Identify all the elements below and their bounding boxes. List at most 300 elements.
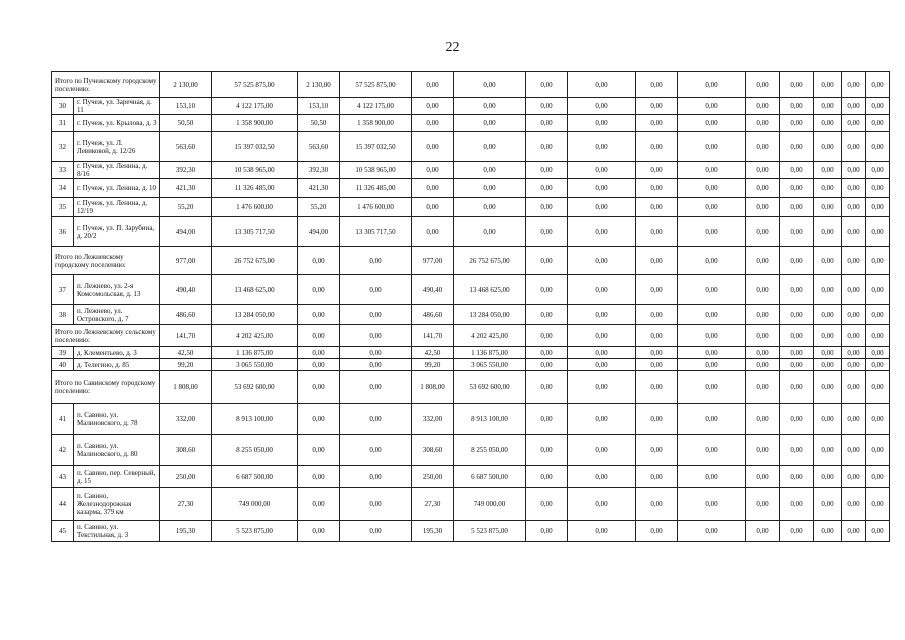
address-cell: г. Пучеж, ул. Л. Левиковой, д. 12/26 bbox=[74, 132, 160, 162]
value-cell: 0,00 bbox=[842, 115, 866, 132]
value-cell: 0,00 bbox=[412, 115, 454, 132]
page-number: 22 bbox=[445, 40, 460, 55]
value-cell: 0,00 bbox=[298, 275, 340, 305]
value-cell: 0,00 bbox=[814, 371, 842, 404]
value-cell: 0,00 bbox=[678, 132, 746, 162]
value-cell: 55,20 bbox=[160, 198, 212, 217]
value-cell: 0,00 bbox=[636, 179, 678, 198]
value-cell: 13 284 050,00 bbox=[454, 305, 526, 325]
value-cell: 0,00 bbox=[814, 72, 842, 98]
value-cell: 332,00 bbox=[412, 404, 454, 435]
value-cell: 0,00 bbox=[340, 305, 412, 325]
row-number: 31 bbox=[52, 115, 74, 132]
value-cell: 0,00 bbox=[678, 72, 746, 98]
row-number: 35 bbox=[52, 198, 74, 217]
value-cell: 0,00 bbox=[780, 179, 814, 198]
value-cell: 0,00 bbox=[814, 325, 842, 347]
subtotal-label: Итого по Пучежскому городскому поселению: bbox=[52, 72, 160, 98]
value-cell: 0,00 bbox=[746, 466, 780, 488]
table-row bbox=[52, 162, 890, 179]
value-cell: 0,00 bbox=[298, 305, 340, 325]
value-cell: 0,00 bbox=[746, 247, 780, 275]
value-cell: 0,00 bbox=[814, 247, 842, 275]
value-cell: 0,00 bbox=[636, 521, 678, 542]
value-cell: 486,60 bbox=[160, 305, 212, 325]
value-cell: 0,00 bbox=[678, 325, 746, 347]
row-number: 41 bbox=[52, 404, 74, 435]
value-cell: 0,00 bbox=[340, 247, 412, 275]
value-cell: 0,00 bbox=[340, 521, 412, 542]
value-cell: 0,00 bbox=[866, 305, 890, 325]
value-cell: 0,00 bbox=[866, 359, 890, 371]
value-cell: 0,00 bbox=[568, 488, 636, 521]
value-cell: 0,00 bbox=[780, 275, 814, 305]
address-cell: п. Савино, ул. Малиновского, д. 80 bbox=[74, 435, 160, 466]
value-cell: 0,00 bbox=[454, 72, 526, 98]
value-cell: 0,00 bbox=[866, 275, 890, 305]
value-cell: 0,00 bbox=[780, 404, 814, 435]
address-cell: г. Пучеж, ул. Ленина, д. 8/16 bbox=[74, 162, 160, 179]
value-cell: 0,00 bbox=[746, 179, 780, 198]
value-cell: 0,00 bbox=[568, 325, 636, 347]
value-cell: 749 000,00 bbox=[212, 488, 298, 521]
subtotal-label: Итого по Лежневскому городскому поселению: bbox=[52, 247, 160, 275]
address-cell: д. Клементьево, д. 3 bbox=[74, 347, 160, 359]
value-cell: 0,00 bbox=[814, 488, 842, 521]
value-cell: 0,00 bbox=[526, 435, 568, 466]
value-cell: 0,00 bbox=[526, 132, 568, 162]
value-cell: 0,00 bbox=[842, 466, 866, 488]
value-cell: 0,00 bbox=[746, 404, 780, 435]
value-cell: 57 525 875,00 bbox=[212, 72, 298, 98]
value-cell: 0,00 bbox=[678, 404, 746, 435]
value-cell: 8 255 050,00 bbox=[454, 435, 526, 466]
value-cell: 0,00 bbox=[814, 466, 842, 488]
value-cell: 26 752 675,00 bbox=[454, 247, 526, 275]
value-cell: 1 476 600,00 bbox=[340, 198, 412, 217]
value-cell: 0,00 bbox=[814, 275, 842, 305]
address-cell: п. Савино, ул. Текстильная, д. 3 bbox=[74, 521, 160, 542]
value-cell: 0,00 bbox=[568, 72, 636, 98]
value-cell: 0,00 bbox=[412, 98, 454, 115]
value-cell: 53 692 600,00 bbox=[454, 371, 526, 404]
value-cell: 308,60 bbox=[412, 435, 454, 466]
value-cell: 0,00 bbox=[526, 198, 568, 217]
value-cell: 99,20 bbox=[412, 359, 454, 371]
value-cell: 0,00 bbox=[298, 325, 340, 347]
value-cell: 0,00 bbox=[298, 371, 340, 404]
value-cell: 15 397 032,50 bbox=[340, 132, 412, 162]
value-cell: 0,00 bbox=[866, 247, 890, 275]
value-cell: 0,00 bbox=[866, 98, 890, 115]
address-cell: п. Лежнево, ул. 2-я Комсомольская, д. 13 bbox=[74, 275, 160, 305]
address-cell: г. Пучеж, ул. П. Зарубина, д. 20/2 bbox=[74, 217, 160, 247]
subtotal-row bbox=[52, 72, 890, 98]
value-cell: 0,00 bbox=[636, 247, 678, 275]
value-cell: 0,00 bbox=[636, 347, 678, 359]
value-cell: 0,00 bbox=[568, 179, 636, 198]
value-cell: 1 808,00 bbox=[160, 371, 212, 404]
value-cell: 0,00 bbox=[866, 488, 890, 521]
value-cell: 0,00 bbox=[568, 435, 636, 466]
value-cell: 0,00 bbox=[842, 359, 866, 371]
value-cell: 749 000,00 bbox=[454, 488, 526, 521]
row-number: 34 bbox=[52, 179, 74, 198]
value-cell: 494,00 bbox=[298, 217, 340, 247]
value-cell: 13 305 717,50 bbox=[340, 217, 412, 247]
value-cell: 3 065 550,00 bbox=[212, 359, 298, 371]
value-cell: 392,30 bbox=[298, 162, 340, 179]
value-cell: 1 136 875,00 bbox=[454, 347, 526, 359]
value-cell: 0,00 bbox=[866, 198, 890, 217]
value-cell: 0,00 bbox=[636, 404, 678, 435]
value-cell: 0,00 bbox=[298, 247, 340, 275]
value-cell: 0,00 bbox=[814, 162, 842, 179]
value-cell: 0,00 bbox=[526, 115, 568, 132]
value-cell: 494,00 bbox=[160, 217, 212, 247]
value-cell: 0,00 bbox=[412, 72, 454, 98]
value-cell: 0,00 bbox=[636, 115, 678, 132]
value-cell: 10 538 965,00 bbox=[212, 162, 298, 179]
value-cell: 0,00 bbox=[780, 98, 814, 115]
value-cell: 421,30 bbox=[298, 179, 340, 198]
value-cell: 0,00 bbox=[412, 217, 454, 247]
value-cell: 0,00 bbox=[298, 359, 340, 371]
value-cell: 0,00 bbox=[526, 466, 568, 488]
value-cell: 0,00 bbox=[842, 371, 866, 404]
value-cell: 0,00 bbox=[454, 198, 526, 217]
value-cell: 250,00 bbox=[160, 466, 212, 488]
subtotal-row bbox=[52, 371, 890, 404]
value-cell: 0,00 bbox=[412, 162, 454, 179]
value-cell: 15 397 032,50 bbox=[212, 132, 298, 162]
value-cell: 0,00 bbox=[814, 115, 842, 132]
value-cell: 0,00 bbox=[678, 371, 746, 404]
row-number: 42 bbox=[52, 435, 74, 466]
value-cell: 0,00 bbox=[526, 325, 568, 347]
value-cell: 0,00 bbox=[866, 217, 890, 247]
value-cell: 42,50 bbox=[160, 347, 212, 359]
value-cell: 0,00 bbox=[746, 488, 780, 521]
value-cell: 0,00 bbox=[636, 488, 678, 521]
address-cell: г. Пучеж, ул. Ленина, д. 12/19 bbox=[74, 198, 160, 217]
value-cell: 0,00 bbox=[780, 162, 814, 179]
value-cell: 0,00 bbox=[842, 305, 866, 325]
subtotal-label: Итого по Лежневскому сельскому поселению: bbox=[52, 325, 160, 347]
value-cell: 0,00 bbox=[340, 371, 412, 404]
value-cell: 0,00 bbox=[842, 435, 866, 466]
value-cell: 0,00 bbox=[526, 162, 568, 179]
row-number: 39 bbox=[52, 347, 74, 359]
table-row bbox=[52, 217, 890, 247]
value-cell: 0,00 bbox=[866, 347, 890, 359]
value-cell: 0,00 bbox=[636, 305, 678, 325]
value-cell: 0,00 bbox=[454, 98, 526, 115]
value-cell: 42,50 bbox=[412, 347, 454, 359]
value-cell: 26 752 675,00 bbox=[212, 247, 298, 275]
value-cell: 13 468 625,00 bbox=[454, 275, 526, 305]
row-number: 44 bbox=[52, 488, 74, 521]
value-cell: 0,00 bbox=[526, 488, 568, 521]
value-cell: 0,00 bbox=[568, 198, 636, 217]
value-cell: 0,00 bbox=[526, 72, 568, 98]
value-cell: 0,00 bbox=[814, 198, 842, 217]
value-cell: 0,00 bbox=[842, 132, 866, 162]
value-cell: 0,00 bbox=[746, 325, 780, 347]
value-cell: 1 358 900,00 bbox=[212, 115, 298, 132]
value-cell: 4 202 425,00 bbox=[454, 325, 526, 347]
value-cell: 0,00 bbox=[454, 132, 526, 162]
value-cell: 6 687 500,00 bbox=[454, 466, 526, 488]
value-cell: 0,00 bbox=[636, 371, 678, 404]
value-cell: 486,60 bbox=[412, 305, 454, 325]
value-cell: 0,00 bbox=[454, 115, 526, 132]
value-cell: 1 476 600,00 bbox=[212, 198, 298, 217]
value-cell: 195,30 bbox=[160, 521, 212, 542]
value-cell: 13 284 050,00 bbox=[212, 305, 298, 325]
value-cell: 13 305 717,50 bbox=[212, 217, 298, 247]
value-cell: 308,60 bbox=[160, 435, 212, 466]
value-cell: 0,00 bbox=[678, 198, 746, 217]
value-cell: 0,00 bbox=[298, 435, 340, 466]
value-cell: 0,00 bbox=[866, 371, 890, 404]
value-cell: 0,00 bbox=[814, 435, 842, 466]
value-cell: 0,00 bbox=[678, 275, 746, 305]
value-cell: 0,00 bbox=[636, 98, 678, 115]
table-row bbox=[52, 115, 890, 132]
value-cell: 977,00 bbox=[412, 247, 454, 275]
value-cell: 0,00 bbox=[678, 521, 746, 542]
value-cell: 6 687 500,00 bbox=[212, 466, 298, 488]
value-cell: 0,00 bbox=[568, 521, 636, 542]
value-cell: 0,00 bbox=[866, 325, 890, 347]
value-cell: 0,00 bbox=[866, 115, 890, 132]
address-cell: г. Пучеж, ул. Заречная, д. 11 bbox=[74, 98, 160, 115]
value-cell: 0,00 bbox=[636, 198, 678, 217]
value-cell: 0,00 bbox=[842, 347, 866, 359]
value-cell: 1 808,00 bbox=[412, 371, 454, 404]
value-cell: 0,00 bbox=[746, 371, 780, 404]
value-cell: 0,00 bbox=[526, 404, 568, 435]
value-cell: 0,00 bbox=[746, 72, 780, 98]
value-cell: 0,00 bbox=[412, 132, 454, 162]
value-cell: 0,00 bbox=[340, 404, 412, 435]
value-cell: 421,30 bbox=[160, 179, 212, 198]
value-cell: 5 523 875,00 bbox=[212, 521, 298, 542]
value-cell: 2 130,00 bbox=[298, 72, 340, 98]
value-cell: 0,00 bbox=[636, 217, 678, 247]
value-cell: 4 202 425,00 bbox=[212, 325, 298, 347]
value-cell: 0,00 bbox=[678, 466, 746, 488]
address-cell: п. Лежнево, ул. Островского, д. 7 bbox=[74, 305, 160, 325]
value-cell: 250,00 bbox=[412, 466, 454, 488]
value-cell: 0,00 bbox=[866, 72, 890, 98]
value-cell: 0,00 bbox=[780, 325, 814, 347]
table-row bbox=[52, 275, 890, 305]
value-cell: 0,00 bbox=[842, 247, 866, 275]
value-cell: 0,00 bbox=[526, 347, 568, 359]
table-row bbox=[52, 347, 890, 359]
value-cell: 0,00 bbox=[842, 325, 866, 347]
table-row bbox=[52, 98, 890, 115]
address-cell: д. Телегино, д. 85 bbox=[74, 359, 160, 371]
value-cell: 0,00 bbox=[526, 179, 568, 198]
value-cell: 0,00 bbox=[678, 247, 746, 275]
value-cell: 1 136 875,00 bbox=[212, 347, 298, 359]
value-cell: 0,00 bbox=[746, 98, 780, 115]
value-cell: 0,00 bbox=[526, 521, 568, 542]
value-cell: 0,00 bbox=[866, 162, 890, 179]
value-cell: 0,00 bbox=[842, 72, 866, 98]
value-cell: 0,00 bbox=[340, 347, 412, 359]
value-cell: 0,00 bbox=[298, 347, 340, 359]
value-cell: 0,00 bbox=[568, 305, 636, 325]
value-cell: 11 326 485,00 bbox=[340, 179, 412, 198]
value-cell: 0,00 bbox=[526, 359, 568, 371]
value-cell: 0,00 bbox=[842, 179, 866, 198]
table-row bbox=[52, 132, 890, 162]
value-cell: 0,00 bbox=[746, 217, 780, 247]
value-cell: 0,00 bbox=[780, 435, 814, 466]
row-number: 30 bbox=[52, 98, 74, 115]
value-cell: 0,00 bbox=[298, 404, 340, 435]
value-cell: 0,00 bbox=[454, 179, 526, 198]
value-cell: 0,00 bbox=[636, 72, 678, 98]
value-cell: 0,00 bbox=[568, 217, 636, 247]
subtotal-row bbox=[52, 325, 890, 347]
value-cell: 5 523 875,00 bbox=[454, 521, 526, 542]
address-cell: г. Пучеж, ул. Крылова, д. 3 bbox=[74, 115, 160, 132]
value-cell: 27,30 bbox=[160, 488, 212, 521]
value-cell: 0,00 bbox=[780, 488, 814, 521]
value-cell: 0,00 bbox=[780, 132, 814, 162]
value-cell: 0,00 bbox=[340, 359, 412, 371]
value-cell: 0,00 bbox=[746, 198, 780, 217]
value-cell: 0,00 bbox=[842, 198, 866, 217]
value-cell: 0,00 bbox=[866, 179, 890, 198]
value-cell: 141,70 bbox=[160, 325, 212, 347]
table-body bbox=[52, 72, 890, 542]
value-cell: 0,00 bbox=[526, 305, 568, 325]
value-cell: 0,00 bbox=[780, 371, 814, 404]
value-cell: 0,00 bbox=[780, 305, 814, 325]
table-row bbox=[52, 521, 890, 542]
value-cell: 99,20 bbox=[160, 359, 212, 371]
value-cell: 0,00 bbox=[746, 359, 780, 371]
value-cell: 0,00 bbox=[814, 217, 842, 247]
value-cell: 0,00 bbox=[746, 132, 780, 162]
value-cell: 0,00 bbox=[636, 325, 678, 347]
value-cell: 0,00 bbox=[746, 435, 780, 466]
value-cell: 0,00 bbox=[636, 466, 678, 488]
value-cell: 0,00 bbox=[842, 404, 866, 435]
value-cell: 0,00 bbox=[678, 488, 746, 521]
value-cell: 0,00 bbox=[568, 162, 636, 179]
value-cell: 392,30 bbox=[160, 162, 212, 179]
value-cell: 10 538 965,00 bbox=[340, 162, 412, 179]
value-cell: 0,00 bbox=[814, 132, 842, 162]
value-cell: 0,00 bbox=[842, 275, 866, 305]
value-cell: 0,00 bbox=[746, 275, 780, 305]
value-cell: 153,10 bbox=[298, 98, 340, 115]
value-cell: 563,60 bbox=[160, 132, 212, 162]
value-cell: 0,00 bbox=[636, 132, 678, 162]
value-cell: 0,00 bbox=[866, 404, 890, 435]
value-cell: 53 692 600,00 bbox=[212, 371, 298, 404]
value-cell: 0,00 bbox=[340, 325, 412, 347]
value-cell: 13 468 625,00 bbox=[212, 275, 298, 305]
value-cell: 0,00 bbox=[412, 198, 454, 217]
address-cell: п. Савино, ул. Малиновского, д. 78 bbox=[74, 404, 160, 435]
subtotal-label: Итого по Савинскому городскому поселению: bbox=[52, 371, 160, 404]
value-cell: 0,00 bbox=[568, 115, 636, 132]
value-cell: 0,00 bbox=[780, 466, 814, 488]
value-cell: 0,00 bbox=[298, 466, 340, 488]
value-cell: 8 913 100,00 bbox=[454, 404, 526, 435]
value-cell: 0,00 bbox=[678, 305, 746, 325]
value-cell: 977,00 bbox=[160, 247, 212, 275]
value-cell: 0,00 bbox=[678, 162, 746, 179]
value-cell: 0,00 bbox=[866, 435, 890, 466]
value-cell: 0,00 bbox=[454, 162, 526, 179]
table-row bbox=[52, 404, 890, 435]
value-cell: 195,30 bbox=[412, 521, 454, 542]
value-cell: 0,00 bbox=[814, 347, 842, 359]
value-cell: 0,00 bbox=[842, 98, 866, 115]
value-cell: 8 913 100,00 bbox=[212, 404, 298, 435]
value-cell: 3 065 550,00 bbox=[454, 359, 526, 371]
table-row bbox=[52, 435, 890, 466]
value-cell: 0,00 bbox=[526, 98, 568, 115]
value-cell: 4 122 175,00 bbox=[340, 98, 412, 115]
address-cell: г. Пучеж, ул. Ленина, д. 10 bbox=[74, 179, 160, 198]
value-cell: 0,00 bbox=[746, 347, 780, 359]
value-cell: 490,40 bbox=[160, 275, 212, 305]
value-cell: 0,00 bbox=[678, 217, 746, 247]
value-cell: 0,00 bbox=[814, 179, 842, 198]
value-cell: 0,00 bbox=[298, 521, 340, 542]
value-cell: 0,00 bbox=[780, 217, 814, 247]
value-cell: 332,00 bbox=[160, 404, 212, 435]
value-cell: 0,00 bbox=[746, 305, 780, 325]
value-cell: 50,50 bbox=[160, 115, 212, 132]
value-cell: 4 122 175,00 bbox=[212, 98, 298, 115]
value-cell: 490,40 bbox=[412, 275, 454, 305]
table-row bbox=[52, 305, 890, 325]
value-cell: 0,00 bbox=[568, 404, 636, 435]
value-cell: 0,00 bbox=[568, 347, 636, 359]
value-cell: 153,10 bbox=[160, 98, 212, 115]
value-cell: 0,00 bbox=[568, 275, 636, 305]
row-number: 32 bbox=[52, 132, 74, 162]
value-cell: 0,00 bbox=[842, 521, 866, 542]
table-row bbox=[52, 179, 890, 198]
housing-fund-table bbox=[51, 71, 890, 542]
value-cell: 0,00 bbox=[526, 371, 568, 404]
value-cell: 0,00 bbox=[814, 98, 842, 115]
value-cell: 0,00 bbox=[298, 488, 340, 521]
value-cell: 0,00 bbox=[340, 466, 412, 488]
value-cell: 141,70 bbox=[412, 325, 454, 347]
table-row bbox=[52, 359, 890, 371]
value-cell: 0,00 bbox=[340, 435, 412, 466]
table-row bbox=[52, 466, 890, 488]
value-cell: 0,00 bbox=[780, 198, 814, 217]
value-cell: 0,00 bbox=[412, 179, 454, 198]
table-row bbox=[52, 488, 890, 521]
subtotal-row bbox=[52, 247, 890, 275]
value-cell: 1 358 900,00 bbox=[340, 115, 412, 132]
